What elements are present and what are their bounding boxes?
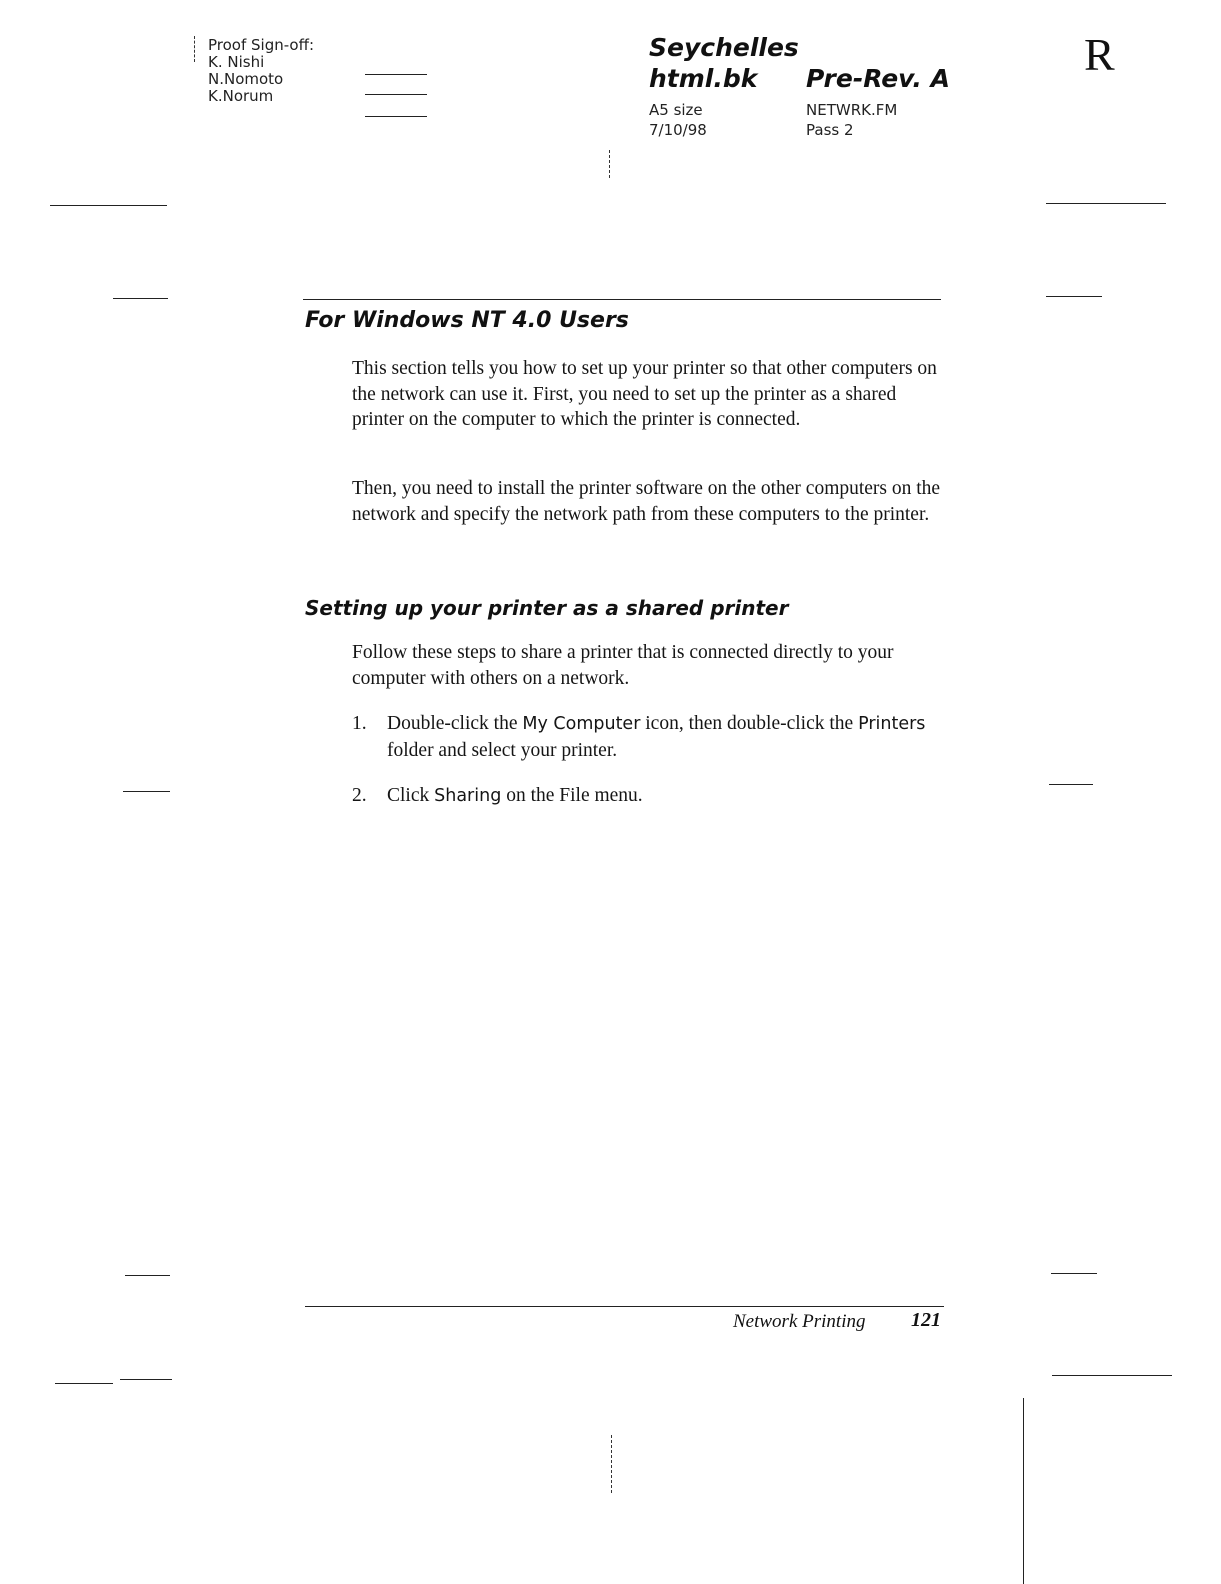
step-text bbox=[387, 711, 952, 763]
revision-label: Pre-Rev. A bbox=[806, 64, 950, 93]
crop-mark bbox=[1046, 296, 1102, 297]
page-size: A5 size bbox=[649, 101, 703, 119]
signoff-line bbox=[365, 74, 427, 75]
step-text-run: Double-click the bbox=[387, 713, 523, 734]
step-item bbox=[352, 783, 952, 810]
step-number: 1. bbox=[352, 713, 367, 734]
step-text-run: Click bbox=[387, 785, 435, 806]
step-text bbox=[387, 783, 952, 810]
crop-mark bbox=[1049, 784, 1093, 785]
ui-term: My Computer bbox=[522, 714, 641, 734]
center-mark-top bbox=[609, 150, 610, 178]
footer-chapter: Network Printing bbox=[733, 1311, 866, 1332]
proof-signoff bbox=[208, 37, 314, 105]
footer-rule bbox=[305, 1306, 944, 1307]
signoff-line bbox=[365, 116, 427, 117]
book-name: html.bk bbox=[649, 64, 758, 93]
body-paragraph: Follow these steps to share a printer that is connected directly to your computer with others on a network. bbox=[352, 642, 894, 689]
subsection-title: Setting up your printer as a shared printer bbox=[305, 596, 789, 620]
proof-margin-mark bbox=[194, 36, 195, 62]
crop-mark bbox=[125, 1275, 170, 1276]
right-page-mark: R bbox=[1084, 29, 1115, 80]
project-name: Seychelles bbox=[649, 33, 799, 62]
ui-term: Printers bbox=[858, 714, 926, 734]
crop-mark bbox=[1052, 1375, 1172, 1376]
section-rule bbox=[303, 299, 941, 300]
crop-mark bbox=[123, 791, 170, 792]
step-item bbox=[352, 711, 952, 763]
crop-mark bbox=[1051, 1273, 1097, 1274]
step-number: 2. bbox=[352, 785, 367, 806]
body-paragraph: Then, you need to install the printer software on the other computers on the network and specify the network path from these computers to the printer. bbox=[352, 478, 941, 525]
step-text-run: on the File menu. bbox=[501, 785, 643, 806]
step-text-run: icon, then double-click the bbox=[640, 713, 859, 734]
crop-mark bbox=[120, 1379, 172, 1380]
trim-edge-mark bbox=[1023, 1398, 1024, 1584]
signoff-name: K.Norum bbox=[208, 87, 274, 105]
center-mark-bottom bbox=[611, 1435, 612, 1493]
section-title: For Windows NT 4.0 Users bbox=[305, 308, 629, 333]
pass-number: Pass 2 bbox=[806, 121, 854, 139]
signoff-line bbox=[365, 94, 427, 95]
step-text-run: folder and select your printer. bbox=[387, 739, 618, 761]
crop-mark bbox=[1046, 203, 1166, 204]
page-number: 121 bbox=[911, 1309, 941, 1331]
signoff-name: K. Nishi bbox=[208, 53, 265, 71]
ui-term: Sharing bbox=[434, 786, 502, 806]
crop-mark bbox=[50, 205, 167, 206]
signoff-label: Proof Sign-off: bbox=[208, 36, 314, 54]
body-paragraph: This section tells you how to set up your printer so that other computers on the network can use it. First, you need to set up the printer as a shared printer on the computer to which the printer is connected. bbox=[352, 358, 937, 430]
proof-date: 7/10/98 bbox=[649, 121, 707, 139]
file-name: NETWRK.FM bbox=[806, 101, 898, 119]
signoff-name: N.Nomoto bbox=[208, 70, 284, 88]
crop-mark bbox=[55, 1383, 113, 1384]
crop-mark bbox=[113, 298, 168, 299]
